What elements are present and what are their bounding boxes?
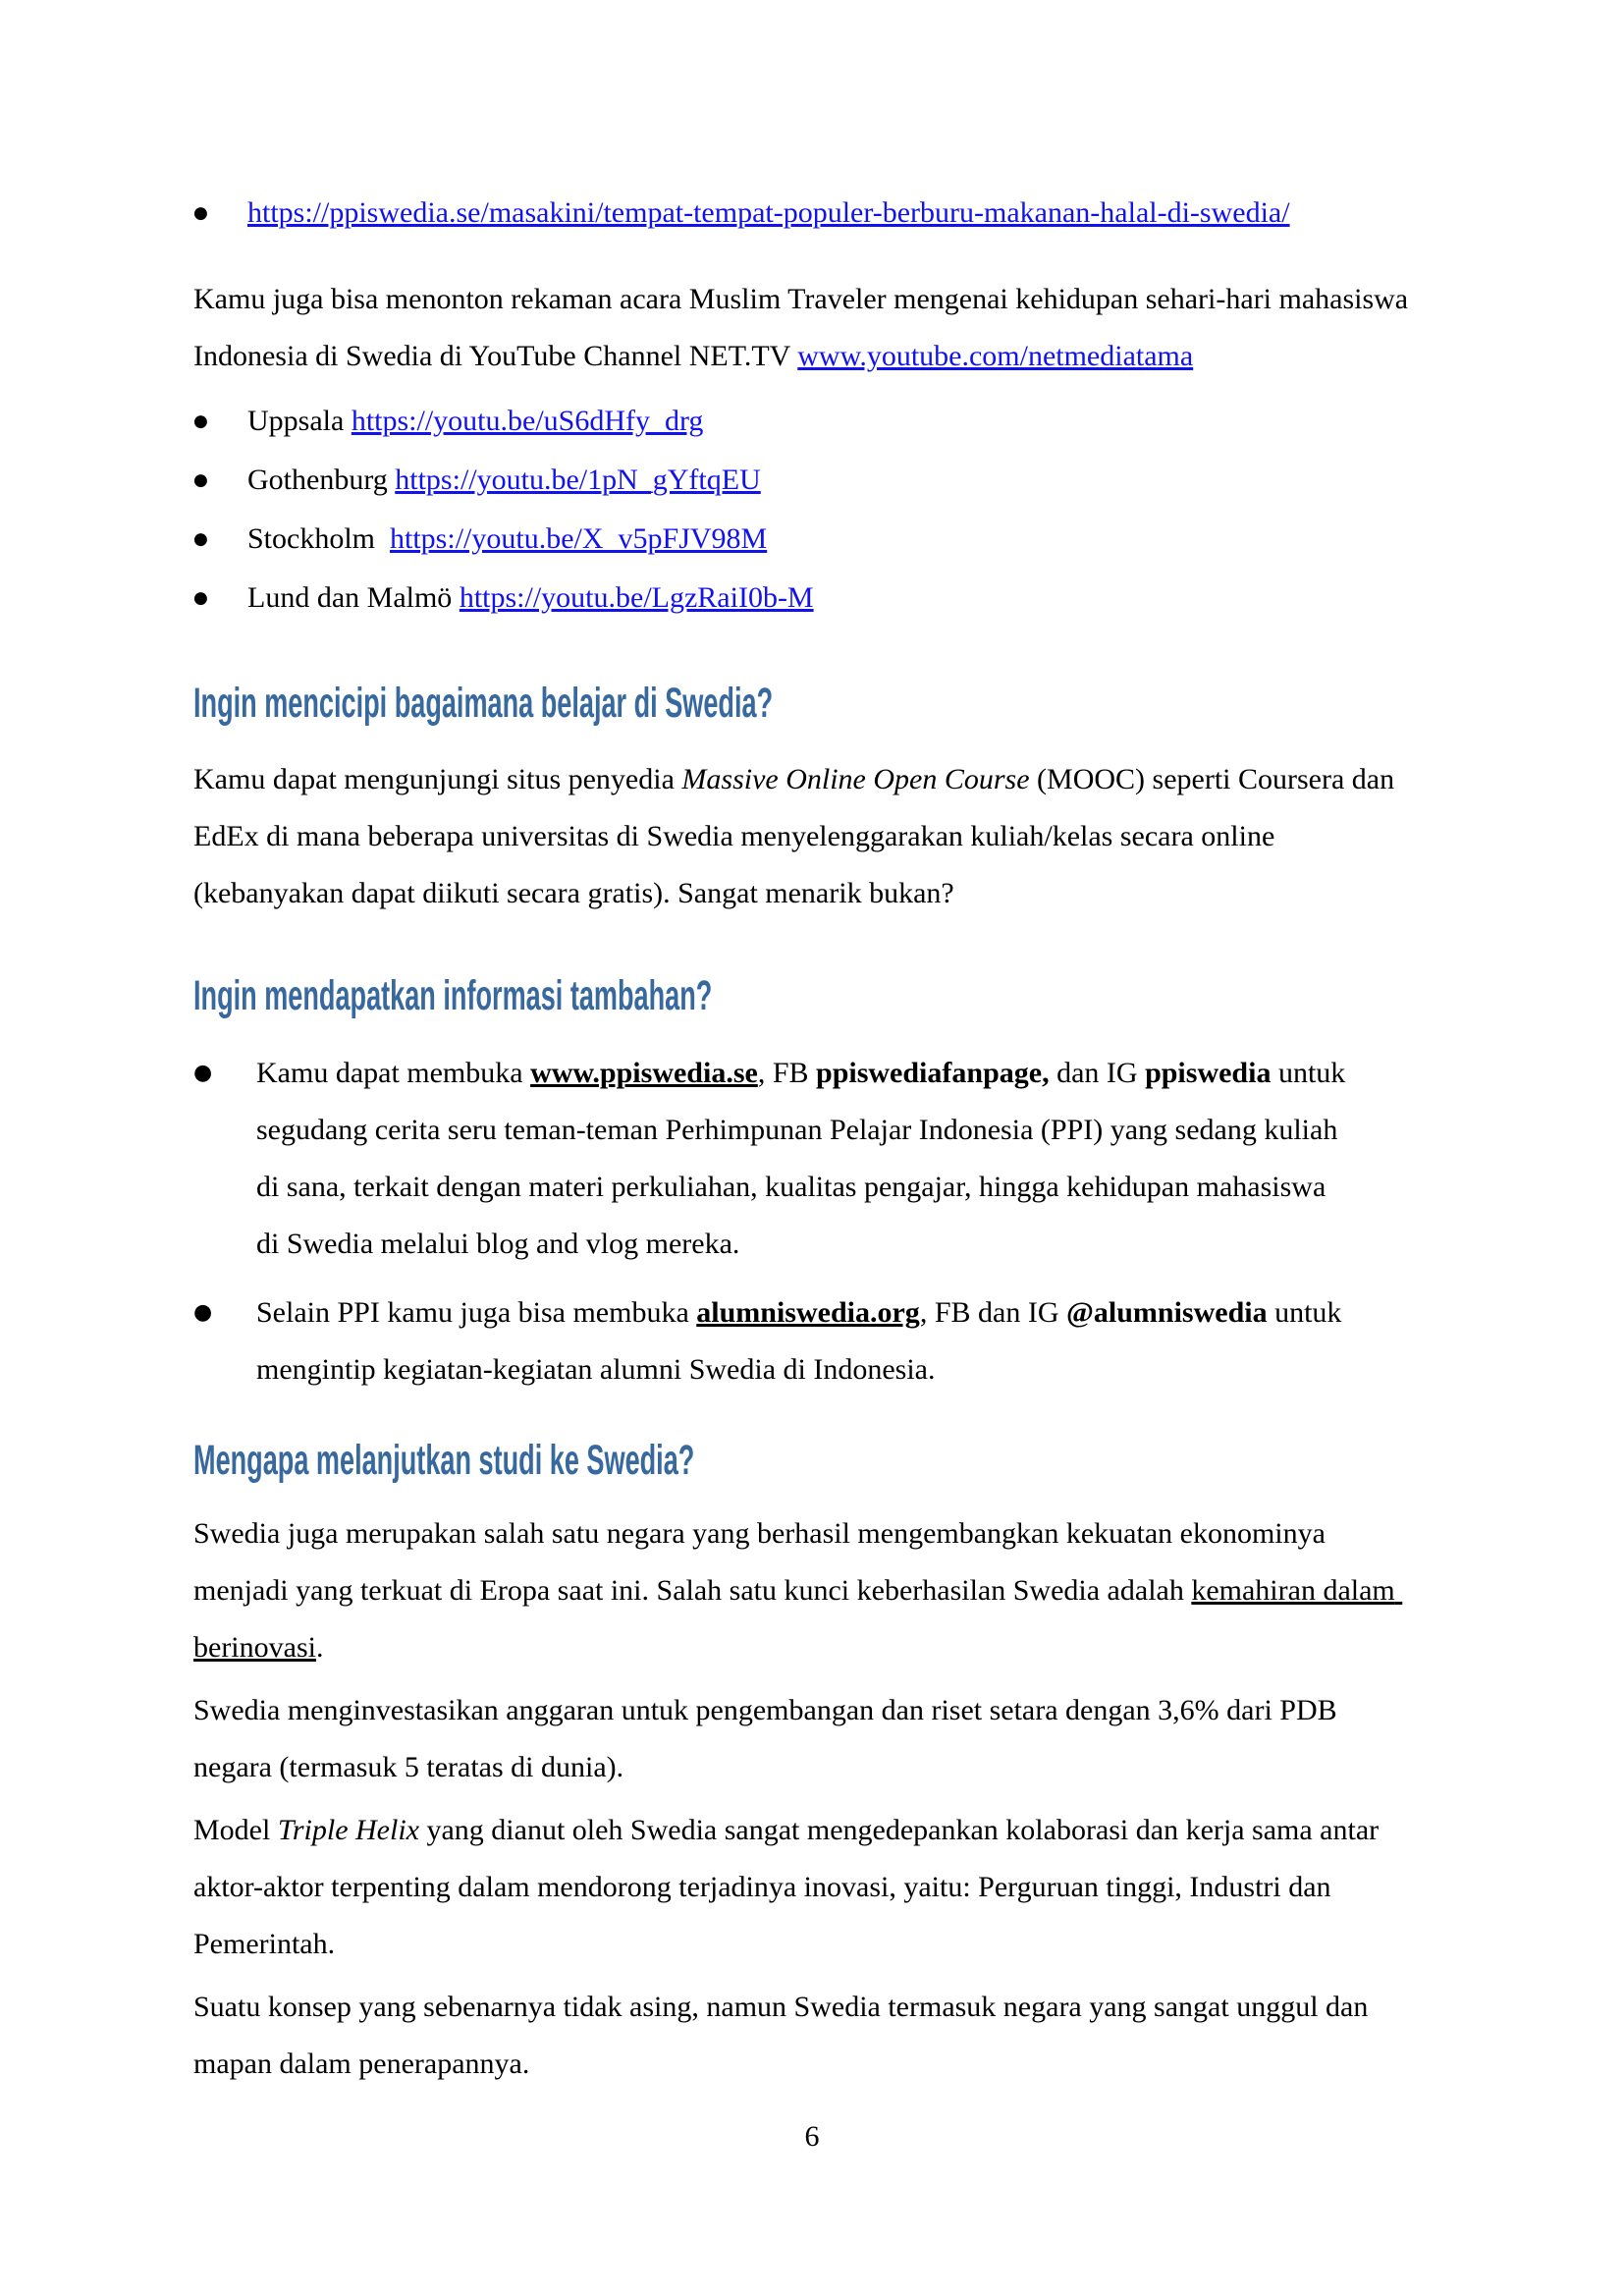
link[interactable]: https://youtu.be/X_v5pFJV98M	[390, 522, 768, 555]
page-number: 6	[804, 2120, 820, 2153]
text-segment: Suatu konsep yang sebenarnya tidak asing, namun Swedia termasuk negara yang sangat unggul dan mapan dalam penerapannya.	[193, 1991, 1376, 2080]
paragraph	[193, 271, 1414, 385]
link[interactable]: www.youtube.com/netmediatama	[797, 340, 1194, 372]
text-segment: alumniswedia.org	[696, 1296, 920, 1329]
paragraph	[193, 1682, 1414, 1796]
list-item-text	[256, 1045, 1356, 1273]
list-item-text	[247, 185, 1414, 242]
text-segment: Stockholm	[247, 522, 391, 555]
text-segment: , FB dan IG	[919, 1296, 1066, 1329]
text-segment: yang dianut oleh Swedia sangat mengedepankan kolaborasi dan kerja sama antar aktor-aktor terpenting dalam mendorong terjadinya inovasi, yaitu: Perguruan tinggi, Industri dan Pemerintah.	[193, 1814, 1386, 1960]
list-item-text	[247, 393, 1414, 450]
link[interactable]: https://youtu.be/1pN_gYftqEU	[395, 464, 761, 496]
bullet-list	[193, 1045, 1414, 1398]
text-segment: kemahiran dalam berinovasi	[193, 1574, 1403, 1664]
paragraph	[193, 751, 1414, 922]
list-item	[193, 570, 1414, 627]
section-heading	[193, 679, 1414, 733]
bullet-icon: ●	[193, 203, 208, 223]
link[interactable]: https://ppiswedia.se/masakini/tempat-tempat-populer-berburu-makanan-halal-di-swedia/	[247, 196, 1290, 229]
text-segment: dan IG	[1049, 1057, 1146, 1089]
text-segment: , FB	[757, 1057, 817, 1089]
bullet-icon: ●	[193, 470, 208, 490]
section-heading-text: Ingin mencicipi bagaimana belajar di Swedia?	[193, 680, 774, 727]
text-segment: Lund dan Malmö	[247, 581, 460, 614]
list-item	[193, 185, 1414, 242]
list-item-text	[247, 511, 1414, 568]
paragraph	[193, 1979, 1414, 2093]
text-segment: Triple Helix	[277, 1814, 419, 1846]
paragraph	[193, 1802, 1414, 1973]
text-segment: www.ppiswedia.se	[530, 1057, 758, 1089]
text-segment: Swedia menginvestasikan anggaran untuk pengembangan dan riset setara dengan 3,6% dari PDB negara (termasuk 5 teratas di dunia).	[193, 1694, 1345, 1783]
bullet-icon: ●	[193, 588, 208, 608]
section-heading	[193, 1436, 1414, 1490]
text-segment: Massive Online Open Course	[681, 763, 1030, 795]
bullet-icon: ●	[193, 1061, 213, 1085]
bullet-icon: ●	[193, 411, 208, 431]
text-segment: untuk mengintip kegiatan-kegiatan alumni Swedia di Indonesia.	[256, 1296, 1349, 1386]
bullet-list	[193, 185, 1414, 242]
list-item	[193, 452, 1414, 509]
paragraph	[193, 1505, 1414, 1676]
list-item	[193, 511, 1414, 568]
text-segment: Kamu juga bisa menonton rekaman acara Muslim Traveler mengenai kehidupan sehari-hari mahasiswa Indonesia di Swedia di YouTube Channel NET.TV	[193, 283, 1416, 372]
list-item-text	[256, 1285, 1356, 1398]
document-content	[193, 185, 1414, 2093]
bullet-icon: ●	[193, 529, 208, 549]
bullet-icon: ●	[193, 1300, 213, 1325]
text-segment: Kamu dapat mengunjungi situs penyedia	[193, 763, 682, 795]
section-heading	[193, 971, 1414, 1025]
list-item-text	[247, 452, 1414, 509]
text-segment: .	[315, 1631, 324, 1664]
link[interactable]: https://youtu.be/uS6dHfy_drg	[351, 405, 704, 437]
list-item	[193, 1285, 1414, 1398]
text-segment: Model	[193, 1814, 278, 1846]
text-segment: Selain PPI kamu juga bisa membuka	[256, 1296, 697, 1329]
text-segment: Gothenburg	[247, 464, 396, 496]
text-segment: untuk segudang cerita seru teman-teman Perhimpunan Pelajar Indonesia (PPI) yang sedang kuliah di sana, terkait dengan materi perkuliahan, kualitas pengajar, hingga kehidupan mahasiswa di Swedia melalui blog and vlog mereka.	[256, 1057, 1353, 1260]
text-segment: ppiswedia	[1145, 1057, 1272, 1089]
text-segment: @alumniswedia	[1065, 1296, 1268, 1329]
list-item	[193, 1045, 1414, 1273]
link[interactable]: https://youtu.be/LgzRaiI0b-M	[459, 581, 814, 614]
list-item	[193, 393, 1414, 450]
list-item-text	[247, 570, 1414, 627]
text-segment: Kamu dapat membuka	[256, 1057, 531, 1089]
text-segment: Uppsala	[247, 405, 352, 437]
text-segment: ppiswediafanpage,	[816, 1057, 1050, 1089]
section-heading-text: Ingin mendapatkan informasi tambahan?	[193, 972, 713, 1019]
bullet-list	[193, 393, 1414, 627]
text-segment: (MOOC) seperti Coursera dan EdEx di mana beberapa universitas di Swedia menyelenggarakan kuliah/kelas secara online (kebanyakan dapat diikuti secara gratis). Sangat menarik bukan?	[193, 763, 1402, 909]
text-segment: Swedia juga merupakan salah satu negara yang berhasil mengembangkan kekuatan ekonominya menjadi yang terkuat di Eropa saat ini. Salah satu kunci keberhasilan Swedia adalah	[193, 1517, 1333, 1607]
section-heading-text: Mengapa melanjutkan studi ke Swedia?	[193, 1437, 695, 1484]
